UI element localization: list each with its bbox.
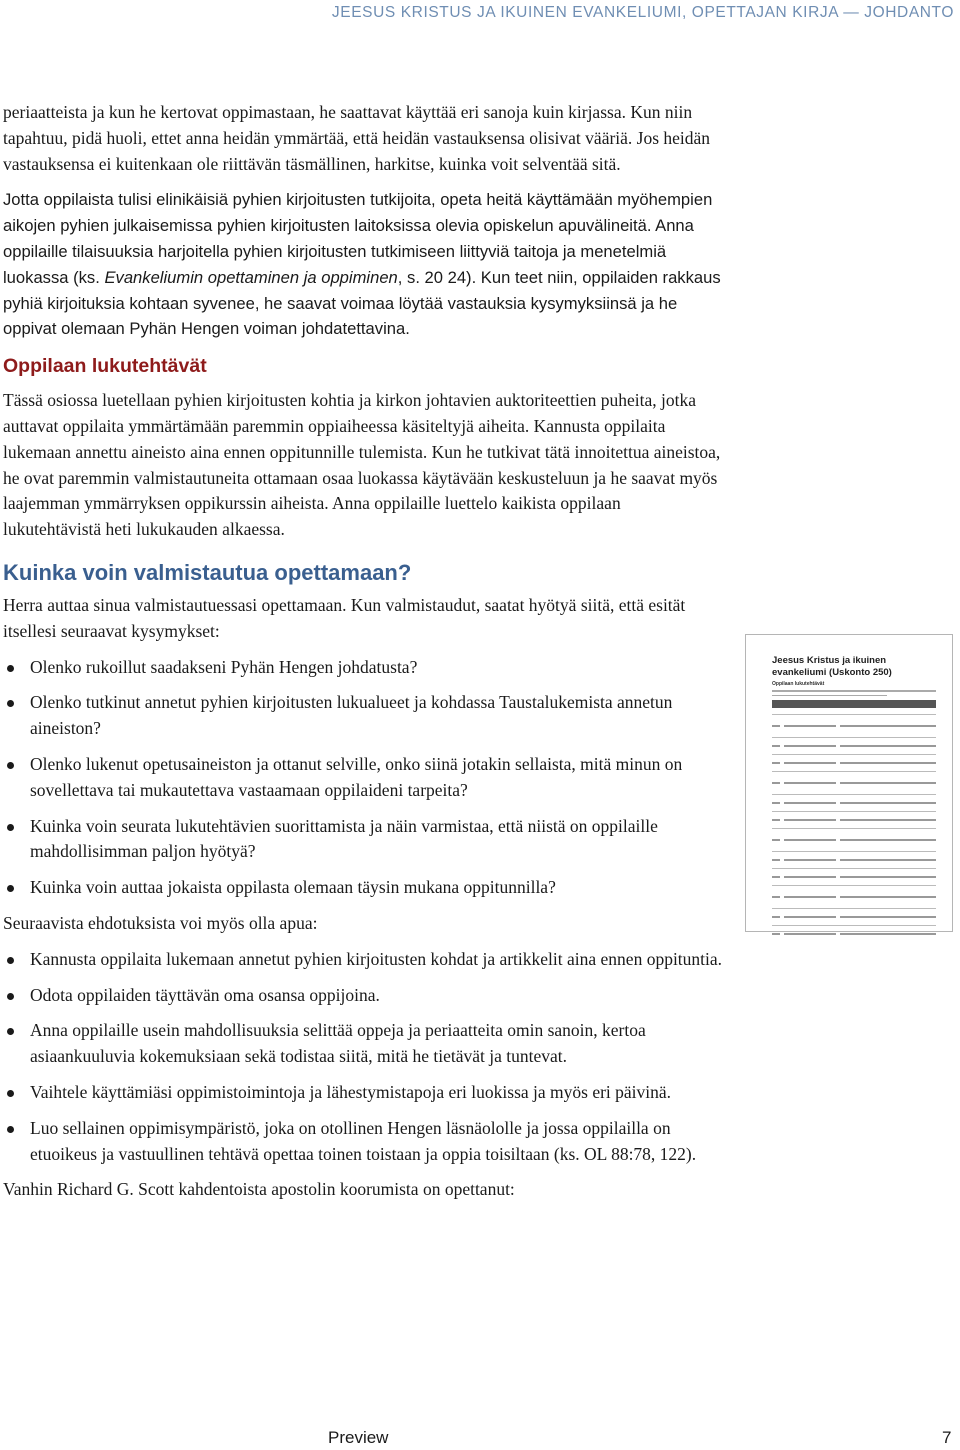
- thumbnail-row: [772, 714, 936, 737]
- thumbnail-divider: [772, 690, 936, 692]
- reading-heading: Oppilaan lukutehtävät: [3, 355, 207, 378]
- list-item: Olenko lukenut opetusaineiston ja ottanut selville, onko siinä jotakin sellaista, mitä minun on sovellettava tai mukautettava vastaamaan oppilaideni tarpeita?: [3, 752, 723, 804]
- list-item: Olenko tutkinut annetut pyhien kirjoitusten lukualueet ja kohdassa Taustalukemista annetun aineiston?: [3, 690, 723, 742]
- thumbnail-row: [772, 885, 936, 908]
- suggestions-intro: Seuraavista ehdotuksista voi myös olla apua:: [3, 912, 318, 933]
- footer-preview-label: Preview: [328, 1428, 389, 1447]
- running-title: JEESUS KRISTUS JA IKUINEN EVANKELIUMI, OPETTAJAN KIRJA — JOHDANTO: [331, 4, 954, 21]
- book-title: Evankeliumin opettaminen ja oppiminen: [104, 267, 398, 287]
- thumbnail-divider: [772, 695, 887, 696]
- prepare-intro: Herra auttaa sinua valmistautuessasi opettamaan. Kun valmistaudut, saatat hyötyä siitä, että esität itsellesi seuraavat kysymykset:: [3, 594, 686, 641]
- page-number: 7: [942, 1428, 952, 1447]
- list-item: Olenko rukoillut saadakseni Pyhän Hengen johdatusta?: [3, 655, 723, 681]
- thumbnail-row: [772, 737, 936, 754]
- list-item: Luo sellainen oppimisympäristö, joka on otollinen Hengen läsnäololle ja jossa oppilailla on etuoikeus ja vastuullinen tehtävä opettaa toinen toistaan ja oppia toisiltaan (ks. OL 88:78, 122).: [3, 1116, 723, 1168]
- thumbnail-title: Jeesus Kristus ja ikuinen evankeliumi (Uskonto 250): [772, 655, 892, 678]
- list-item: Anna oppilaille usein mahdollisuuksia selittää oppeja ja periaatteita omin sanoin, kertoa asiaankuuluvia kokemuksiaan sekä todistaa siitä, mitä he tietävät ja tuntevat.: [3, 1018, 723, 1070]
- thumbnail-row: [772, 828, 936, 851]
- thumbnail-row: [772, 851, 936, 868]
- thumbnail-table-header: [772, 700, 936, 708]
- intro-paragraph-2: Jotta oppilaista tulisi elinikäisiä pyhien kirjoitusten tutkijoita, opeta heitä käyttämään myöhempien aikojen pyhien julkaisemissa pyhien kirjoitusten laitoksissa olevia opiskelun apuvälineitä. Anna oppilaille tilaisuuksia harjoitella pyhien kirjoitusten tutkimiseen liittyviä taitoja ja menetelmiä luokassa (ks. Evankeliumin opettaminen ja oppiminen, s. 20 24). Kun teet niin, oppilaiden rakkaus pyhiä kirjoituksia kohtaan syvenee, he saavat voimaa löytää vastauksia kysymyksiinsä ja he oppivat olemaan Pyhän Hengen voiman johdatettavina.: [3, 190, 721, 339]
- question-list: [3, 655, 723, 901]
- thumbnail-table: [772, 714, 936, 942]
- list-item: Kuinka voin auttaa jokaista oppilasta olemaan täysin mukana oppitunnilla?: [3, 875, 723, 901]
- list-item: Vaihtele käyttämiäsi oppimistoimintoja ja lähestymistapoja eri luokissa ja myös eri päivinä.: [3, 1080, 723, 1106]
- main-content: [3, 100, 723, 1213]
- list-item: Kuinka voin seurata lukutehtävien suorittamista ja näin varmistaa, että niistä on oppilaille mahdollisimman paljon hyötyä?: [3, 814, 723, 866]
- reading-paragraph: Tässä osiossa luetellaan pyhien kirjoitusten kohtia ja kirkon johtavien auktoriteettien puheita, jotka auttavat oppilaita ymmärtämään paremmin oppiaiheessa käsiteltyjä aiheita. Kannusta oppilaita lukemaan annettu aineisto aina ennen oppitunnille tulemista. Kun he tutkivat tätä innoitettua aineistoa, he ovat paremmin valmistautuneita ottamaan osaa luokassa käytävään keskusteluun ja he saavat myös laajemman ymmärryksen oppikurssin aiheista. Anna oppilaille luettelo kaikista oppilaan lukutehtävistä heti lukukauden alkaessa.: [3, 390, 721, 540]
- running-header: [0, 0, 960, 28]
- thumbnail-row: [772, 925, 936, 942]
- thumbnail-row: [772, 794, 936, 811]
- list-item: Odota oppilaiden täyttävän oma osansa oppijoina.: [3, 983, 723, 1009]
- closing-line: Vanhin Richard G. Scott kahdentoista apostolin koorumista on opettanut:: [3, 1179, 515, 1200]
- thumbnail-row: [772, 754, 936, 771]
- thumbnail-row: [772, 771, 936, 794]
- reading-list-thumbnail: [745, 634, 953, 932]
- thumbnail-row: [772, 868, 936, 885]
- thumbnail-subtitle: Oppilaan lukutehtävät: [772, 681, 825, 687]
- list-item: Kannusta oppilaita lukemaan annetut pyhien kirjoitusten kohdat ja artikkelit aina ennen oppituntia.: [3, 947, 723, 973]
- thumbnail-row: [772, 811, 936, 828]
- suggestion-list: [3, 947, 723, 1168]
- intro-paragraph-1: periaatteista ja kun he kertovat oppimastaan, he saattavat käyttää eri sanoja kuin kirjassa. Kun niin tapahtuu, pidä huoli, ettet anna heidän ymmärtää, että heidän vastauksensa olisivat vääriä. Jos heidän vastauksensa ei kuitenkaan ole riittävän täsmällinen, harkitse, kuinka voit selventää sitä.: [3, 102, 711, 174]
- thumbnail-row: [772, 908, 936, 925]
- prepare-heading: Kuinka voin valmistautua opettamaan?: [3, 559, 412, 585]
